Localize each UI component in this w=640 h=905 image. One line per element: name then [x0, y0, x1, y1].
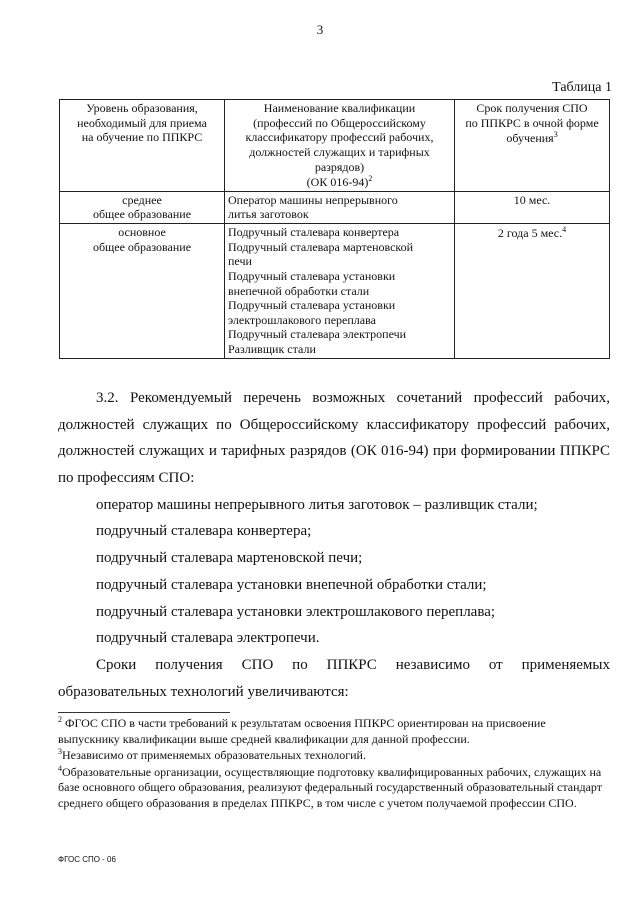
cell-education-level [60, 224, 225, 359]
header-line: должностей служащих и тарифных [249, 144, 430, 159]
footnote-number: 3 [58, 747, 62, 757]
qualification-line: литья заготовок [228, 207, 309, 222]
main-text [58, 385, 610, 705]
qualification-line: Оператор машины непрерывного [228, 192, 398, 207]
page-number: 3 [316, 22, 324, 37]
list-item: подручный сталевара электропечи. [96, 630, 320, 647]
header-line: необходимый для приема [77, 115, 207, 130]
footnote [58, 764, 610, 812]
header-line: разрядов) [314, 159, 365, 174]
qualification-line: Разливщик стали [228, 342, 316, 356]
footer-code: ФГОС СПО - 06 [58, 855, 116, 864]
header-qualification-name [225, 100, 455, 192]
duration-value: 10 мес. [513, 192, 551, 207]
header-line [228, 174, 451, 190]
cell-education-level [60, 191, 225, 223]
footnote-text: Образовательные организации, осуществляющие подготовку квалифицированных рабочих, служащих на базе основного общего образования, реализуют федеральный государственный образовательный стандарт среднего общего образования в пределах ППКРС, в том числе с учетом получаемой профессии СПО. [58, 764, 603, 810]
header-duration [455, 100, 610, 192]
list-item: подручный сталевара мартеновской печи; [96, 550, 363, 567]
header-code: (ОК 016-94) [306, 175, 369, 190]
qualification-line: Подручный сталевара установки [228, 268, 396, 283]
duration-value: 2 года 5 мес. [497, 226, 563, 240]
cell-qualifications [225, 224, 455, 359]
qualification-table [59, 99, 610, 359]
qualification-line: Подручный сталевара установки [228, 298, 396, 313]
header-line: Уровень образования, [86, 101, 198, 115]
table-header-row [60, 100, 610, 192]
header-text: обучения [506, 131, 554, 146]
header-education-level [60, 100, 225, 192]
footnote-ref: 2 [368, 174, 373, 184]
footnote-number: 2 [58, 715, 62, 724]
header-line: классификатору профессий рабочих, [245, 130, 434, 145]
footnote-ref: 3 [553, 130, 558, 140]
header-line: Срок получения СПО [476, 101, 588, 115]
qualification-line: электрошлакового переплава [228, 312, 376, 327]
level-line: среднее [122, 192, 162, 207]
header-line: на обучение по ППКРС [81, 130, 203, 145]
footnote [58, 715, 610, 747]
list-item: подручный сталевара установки внепечной обработки стали; [96, 576, 487, 593]
paragraph-3-2: 3.2. Рекомендуемый перечень возможных сочетаний профессий рабочих, должностей служащих по Общероссийскому классификатору профессий рабочих, должностей служащих и тарифных разрядов (ОК 016-94) при формировании ППКРС по профессиям СПО: [58, 390, 610, 487]
list-item: подручный сталевара установки электрошлакового переплава; [96, 603, 496, 620]
cell-duration [455, 191, 610, 223]
qualification-line: Подручный сталевара конвертера [228, 225, 400, 239]
paragraph-terms: Сроки получения СПО по ППКРС независимо от применяемых образовательных технологий увеличиваются: [58, 656, 610, 700]
footnote-ref: 4 [562, 225, 567, 234]
list-item: подручный сталевара конвертера; [96, 523, 312, 540]
level-line: общее образование [92, 207, 192, 222]
footnote [58, 747, 610, 764]
level-line: основное [118, 225, 166, 239]
footnote-text: Независимо от применяемых образовательных технологий. [62, 748, 366, 763]
qualification-line: внепечной обработки стали [228, 283, 370, 298]
header-line: по ППКРС в очной форме [465, 115, 599, 130]
list-item: оператор машины непрерывного литья заготовок – разливщик стали; [96, 496, 538, 513]
table-row [60, 224, 610, 359]
level-line: общее образование [92, 239, 192, 254]
header-line [458, 130, 606, 146]
cell-duration [455, 224, 610, 359]
table-row [60, 191, 610, 223]
footnote-text: ФГОС СПО в части требований к результатам освоения ППКРС ориентирован на присвоение выпускнику квалификации выше средней квалификации для данной профессии. [58, 716, 546, 746]
cell-qualifications [225, 191, 455, 223]
header-line: Наименование квалификации [263, 101, 416, 115]
table-caption: Таблица 1 [552, 80, 612, 95]
qualification-line: Подручный сталевара мартеновской [228, 239, 414, 254]
qualification-line: печи [228, 254, 252, 269]
footnote-number: 4 [58, 763, 62, 773]
qualification-line: Подручный сталевара электропечи [228, 327, 407, 342]
header-line: (профессий по Общероссийскому [253, 115, 426, 130]
footnotes [58, 715, 610, 812]
footnote-divider [58, 712, 230, 713]
